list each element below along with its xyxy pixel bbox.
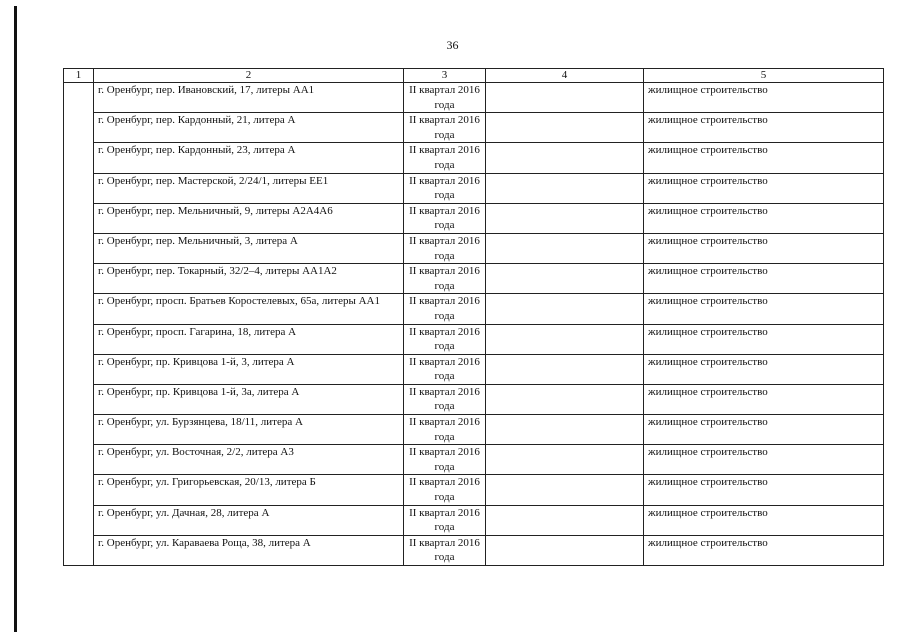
period-cell: II квартал 2016 года <box>404 294 486 324</box>
table-row <box>64 203 884 233</box>
empty-cell <box>486 535 644 565</box>
row-number-cell <box>64 83 94 566</box>
page-number: 36 <box>446 38 459 52</box>
purpose-cell: жилищное строительство <box>644 203 884 233</box>
address-cell: г. Оренбург, пр. Кривцова 1-й, 3, литера А <box>94 354 404 384</box>
purpose-cell: жилищное строительство <box>644 264 884 294</box>
empty-cell <box>486 143 644 173</box>
document-table <box>63 68 884 566</box>
table-row <box>64 233 884 263</box>
page-margin-line <box>14 6 17 632</box>
empty-cell <box>486 445 644 475</box>
header-cell-4: 4 <box>486 69 644 83</box>
purpose-cell: жилищное строительство <box>644 83 884 113</box>
period-cell: II квартал 2016 года <box>404 203 486 233</box>
period-cell: II квартал 2016 года <box>404 233 486 263</box>
address-cell: г. Оренбург, пр. Кривцова 1-й, 3а, литера А <box>94 384 404 414</box>
empty-cell <box>486 203 644 233</box>
purpose-cell: жилищное строительство <box>644 384 884 414</box>
table-row <box>64 445 884 475</box>
address-cell: г. Оренбург, просп. Братьев Коростелевых, 65а, литеры АА1 <box>94 294 404 324</box>
address-cell: г. Оренбург, пер. Кардонный, 23, литера А <box>94 143 404 173</box>
empty-cell <box>486 173 644 203</box>
table-header-row <box>64 69 884 83</box>
address-cell: г. Оренбург, ул. Караваева Роща, 38, литера А <box>94 535 404 565</box>
period-cell: II квартал 2016 года <box>404 143 486 173</box>
purpose-cell: жилищное строительство <box>644 475 884 505</box>
period-cell: II квартал 2016 года <box>404 324 486 354</box>
period-cell: II квартал 2016 года <box>404 535 486 565</box>
header-cell-1: 1 <box>64 69 94 83</box>
table-row <box>64 505 884 535</box>
table-row <box>64 415 884 445</box>
header-cell-3: 3 <box>404 69 486 83</box>
purpose-cell: жилищное строительство <box>644 445 884 475</box>
empty-cell <box>486 264 644 294</box>
address-cell: г. Оренбург, пер. Мельничный, 3, литера А <box>94 233 404 263</box>
address-cell: г. Оренбург, пер. Ивановский, 17, литеры АА1 <box>94 83 404 113</box>
table-row <box>64 83 884 113</box>
table-row <box>64 113 884 143</box>
period-cell: II квартал 2016 года <box>404 264 486 294</box>
purpose-cell: жилищное строительство <box>644 354 884 384</box>
empty-cell <box>486 505 644 535</box>
empty-cell <box>486 233 644 263</box>
address-cell: г. Оренбург, пер. Токарный, 32/2–4, литеры АА1А2 <box>94 264 404 294</box>
address-cell: г. Оренбург, ул. Бурзянцева, 18/11, литера А <box>94 415 404 445</box>
address-cell: г. Оренбург, пер. Мельничный, 9, литеры А2А4А6 <box>94 203 404 233</box>
empty-cell <box>486 83 644 113</box>
table-row <box>64 324 884 354</box>
period-cell: II квартал 2016 года <box>404 354 486 384</box>
period-cell: II квартал 2016 года <box>404 83 486 113</box>
period-cell: II квартал 2016 года <box>404 475 486 505</box>
purpose-cell: жилищное строительство <box>644 294 884 324</box>
address-cell: г. Оренбург, пер. Мастерской, 2/24/1, литеры ЕЕ1 <box>94 173 404 203</box>
address-cell: г. Оренбург, просп. Гагарина, 18, литера А <box>94 324 404 354</box>
purpose-cell: жилищное строительство <box>644 324 884 354</box>
period-cell: II квартал 2016 года <box>404 113 486 143</box>
table-row <box>64 535 884 565</box>
period-cell: II квартал 2016 года <box>404 505 486 535</box>
empty-cell <box>486 354 644 384</box>
purpose-cell: жилищное строительство <box>644 535 884 565</box>
period-cell: II квартал 2016 года <box>404 384 486 414</box>
purpose-cell: жилищное строительство <box>644 113 884 143</box>
table-row <box>64 294 884 324</box>
empty-cell <box>486 113 644 143</box>
table-row <box>64 264 884 294</box>
purpose-cell: жилищное строительство <box>644 143 884 173</box>
header-cell-5: 5 <box>644 69 884 83</box>
table-row <box>64 384 884 414</box>
table-row <box>64 143 884 173</box>
table-row <box>64 354 884 384</box>
period-cell: II квартал 2016 года <box>404 415 486 445</box>
address-cell: г. Оренбург, ул. Дачная, 28, литера А <box>94 505 404 535</box>
empty-cell <box>486 475 644 505</box>
purpose-cell: жилищное строительство <box>644 233 884 263</box>
address-cell: г. Оренбург, пер. Кардонный, 21, литера А <box>94 113 404 143</box>
address-cell: г. Оренбург, ул. Григорьевская, 20/13, литера Б <box>94 475 404 505</box>
empty-cell <box>486 294 644 324</box>
purpose-cell: жилищное строительство <box>644 415 884 445</box>
table-row <box>64 173 884 203</box>
header-cell-2: 2 <box>94 69 404 83</box>
table-body <box>64 83 884 566</box>
period-cell: II квартал 2016 года <box>404 173 486 203</box>
address-cell: г. Оренбург, ул. Восточная, 2/2, литера А3 <box>94 445 404 475</box>
empty-cell <box>486 415 644 445</box>
empty-cell <box>486 384 644 414</box>
table-row <box>64 475 884 505</box>
empty-cell <box>486 324 644 354</box>
period-cell: II квартал 2016 года <box>404 445 486 475</box>
purpose-cell: жилищное строительство <box>644 173 884 203</box>
purpose-cell: жилищное строительство <box>644 505 884 535</box>
